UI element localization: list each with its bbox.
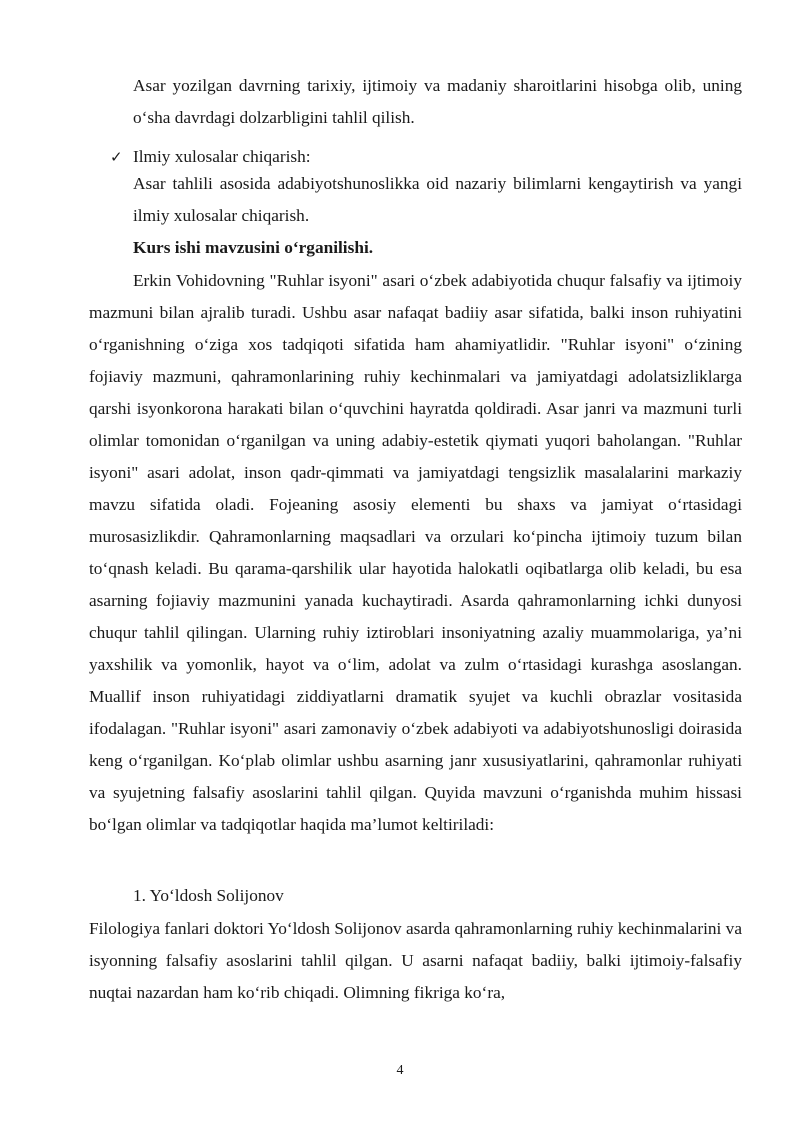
checkmark-icon: ✓ [110,148,123,166]
list-item: 1. Yo‘ldosh Solijonov [133,886,284,905]
paragraph-solijonov: Filologiya fanlari doktori Yo‘ldosh Solijonov asarda qahramonlarning ruhiy kechinmalarini va isyonning falsafiy asoslarini tahlil qilgan. U asarni nafaqat badiiy, balki ijtimoiy-falsafiy nuqtai nazardan ham ko‘rib chiqadi. Olimning fikriga ko‘ra, [89,919,742,1002]
paragraph-main: Erkin Vohidovning "Ruhlar isyoni" asari o‘zbek adabiyotida chuqur falsafiy va ijtimoiy mazmuni bilan ajralib turadi. Ushbu asar nafaqat badiiy asar sifatida, balki inson ruhiyatini o‘rganishning o‘ziga xos tadqiqoti sifatida ham ahamiyatlidir. "Ruhlar isyoni" o‘zining fojiaviy mazmuni, qahramonlarining ruhiy kechinmalari va jamiyatdagi adolatsizliklarga qarshi isyonkorona harakati bilan o‘quvchini hayratda qoldiradi. Asar janri va mazmuni turli olimlar tomonidan o‘rganilgan va uning adabiy-estetik qiymati yuqori baholangan. "Ruhlar isyoni" asari adolat, inson qadr-qimmati va jamiyatdagi tengsizlik masalalarini markaziy mavzu sifatida oladi. Fojeaning asosiy elementi bu shaxs va jamiyat o‘rtasidagi murosasizlikdir. Qahramonlarning maqsadlari va orzulari ko‘pincha ijtimoiy tuzum bilan to‘qnash keladi. Bu qarama-qarshilik ular hayotida halokatli oqibatlarga olib keladi, bu esa asarning fojiaviy mazmunini yanada kuchaytiradi. Asarda qahramonlarning ichki dunyosi chuqur tahlil qilingan. Ularning ruhiy iztiroblari insoniyatning azaliy muammolariga, ya’ni yaxshilik va yomonlik, hayot va o‘lim, adolat va zulm o‘rtasidagi kurashga asoslangan. Muallif inson ruhiyatidagi ziddiyatlarni dramatik syujet va kuchli obrazlar vositasida ifodalagan. "Ruhlar isyoni" asari zamonaviy o‘zbek adabiyoti va adabiyotshunosligi doirasida keng o‘rganilgan. Ko‘plab olimlar ushbu asarning janr xususiyatlarini, qahramonlar ruhiyati va syujetning falsafiy asoslarini tahlil qilgan. Quyida mavzuni o‘rganishda muhim hissasi bo‘lgan olimlar va tadqiqotlar haqida ma’lumot keltiriladi: [89,271,742,834]
bullet-heading: Ilmiy xulosalar chiqarish: [133,147,311,166]
section-heading: Kurs ishi mavzusini o‘rganilishi. [133,238,374,257]
page-number: 4 [396,1063,404,1078]
paragraph-context: Asar yozilgan davrning tarixiy, ijtimoiy va madaniy sharoitlarini hisobga olib, uning o‘sha davrdagi dolzarbligini tahlil qilish. [133,76,742,127]
paragraph-conclusions: Asar tahlili asosida adabiyotshunoslikka oid nazariy bilimlarni kengaytirish va yangi ilmiy xulosalar chiqarish. [133,174,742,225]
